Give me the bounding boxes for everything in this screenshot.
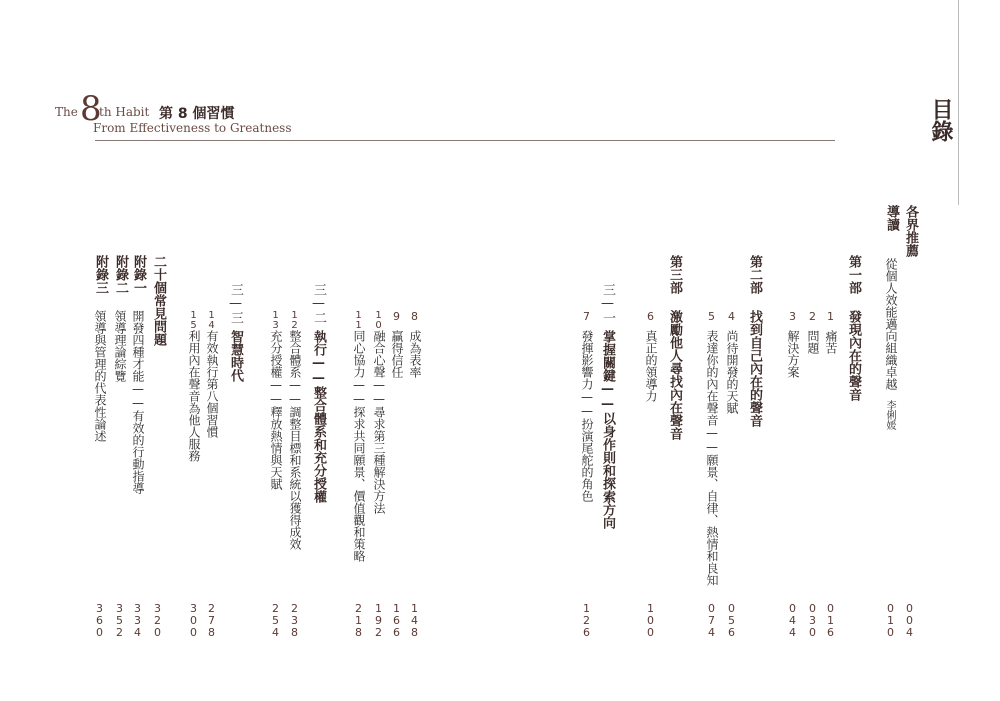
part1-label: 第一部: [846, 255, 861, 294]
page-num-c13: 254: [269, 602, 282, 638]
page-num-c7: 126: [580, 602, 593, 638]
chapter-title-10: 融合心聲——尋求第三種解決方法: [372, 330, 386, 514]
chapter-title-5: 表達你的內在聲音——願景、自律、熱情和良知: [705, 330, 719, 586]
page-num-tuijian: 004: [903, 602, 916, 638]
page-num-c5: 074: [705, 602, 718, 638]
toc-title: 目錄: [928, 98, 953, 142]
page-num-c11: 218: [352, 602, 365, 638]
header: [55, 89, 355, 137]
section-3-1-label: 三—一: [600, 283, 615, 324]
section-3-2-title: 執行——整合體系和充分授權: [311, 330, 326, 503]
chapter-num-2: 2: [806, 310, 819, 323]
page-num-c4: 056: [725, 602, 738, 638]
chapter-num-14: 14: [206, 310, 217, 330]
toc-entry-daodu: 導讀: [884, 205, 899, 231]
chapter-title-11: 同心協力——探求共同願景、價值觀和策略: [352, 330, 366, 562]
chapter-num-10: 10: [373, 310, 384, 330]
page-num-c9: 166: [390, 602, 403, 638]
daodu-text: 從個人效能邁向組織卓越: [884, 258, 898, 390]
chapter-title-1: 痛苦: [824, 330, 838, 354]
part3-label: 第三部: [667, 255, 682, 294]
chapter-num-7: 7: [580, 310, 593, 323]
appendix-3-label: 附錄三: [93, 255, 108, 294]
section-3-2-label: 三—二: [311, 283, 326, 324]
chapter-title-2: 問題: [806, 330, 820, 354]
chapter-num-3: 3: [786, 310, 799, 323]
page-num-c2: 030: [806, 602, 819, 638]
chapter-num-1: 1: [824, 310, 837, 323]
toc-entry-tuijian: 各界推薦: [903, 205, 918, 257]
appendix-2-label: 附錄二: [113, 255, 128, 294]
chapter-title-12: 整合體系——調整目標和系統以獲得成效: [288, 330, 302, 550]
page-num-c10: 192: [372, 602, 385, 638]
daodu-author: 李俐媛: [884, 400, 895, 430]
page-num-a1: 334: [131, 602, 144, 638]
page-num-c3: 044: [786, 602, 799, 638]
chapter-num-12: 12: [289, 310, 300, 330]
chapter-title-14: 有效執行第八個習慣: [205, 330, 219, 438]
part1-title: 發現內在的聲音: [846, 310, 861, 401]
margin-rule: [958, 0, 959, 205]
page-num-a3: 360: [93, 602, 106, 638]
header-the: The: [55, 105, 78, 119]
header-rule: [95, 140, 835, 141]
chapter-title-7: 發揮影響力——扮演尾舵的角色: [580, 330, 594, 502]
page-num-a2: 352: [113, 602, 126, 638]
appendix-1-title: 開發四種才能——有效的行動指導: [131, 310, 145, 494]
page-num-c15: 300: [187, 602, 200, 638]
chapter-title-15: 利用內在聲音為他人服務: [187, 330, 201, 462]
chapter-title-3: 解決方案: [786, 330, 800, 378]
section-3-3-title: 智慧時代: [228, 330, 243, 382]
header-eight: 8: [80, 89, 102, 129]
page-num-c14: 278: [205, 602, 218, 638]
chapter-title-9: 贏得信任: [390, 330, 404, 378]
chapter-num-13: 13: [270, 310, 281, 330]
part3-title: 激勵他人尋找內在聲音: [667, 310, 682, 440]
chapter-title-4: 尚待開發的天賦: [725, 330, 739, 414]
chapter-num-15: 15: [188, 310, 199, 330]
part2-title: 找到自己內在的聲音: [747, 310, 762, 427]
chapter-title-8: 成為表率: [408, 330, 422, 378]
header-cn-title: 第 8 個習慣: [159, 106, 235, 122]
page-num-c8: 148: [408, 602, 421, 638]
header-th-habit: th Habit: [99, 105, 150, 119]
appendix-3-title: 領導與管理的代表性論述: [93, 310, 107, 442]
chapter-num-9: 9: [390, 310, 403, 323]
page-num-daodu: 010: [884, 602, 897, 638]
header-subtitle: From Effectiveness to Greatness: [93, 121, 292, 135]
page-num-c1: 016: [824, 602, 837, 638]
chapter-num-5: 5: [705, 310, 718, 323]
chapter-num-11: 11: [353, 310, 364, 330]
appendix-1-label: 附錄一: [131, 255, 146, 294]
appendix-2-title: 領導理論綜覽: [113, 310, 127, 382]
section-3-3-label: 三—三: [228, 283, 243, 324]
page-num-c12: 238: [288, 602, 301, 638]
chapter-num-4: 4: [725, 310, 738, 323]
chapter-title-13: 充分授權——釋放熱情與天賦: [269, 330, 283, 490]
part2-label: 第二部: [747, 255, 762, 294]
chapter-title-6: 真正的領導力: [644, 330, 658, 402]
page-num-faq: 320: [151, 602, 164, 638]
chapter-num-8: 8: [408, 310, 421, 323]
chapter-num-6: 6: [644, 310, 657, 323]
section-3-1-title: 掌握關鍵——以身作則和探索方向: [600, 330, 615, 529]
page-num-c6: 100: [644, 602, 657, 638]
toc-entry-faq: 二十個常見問題: [151, 255, 166, 346]
